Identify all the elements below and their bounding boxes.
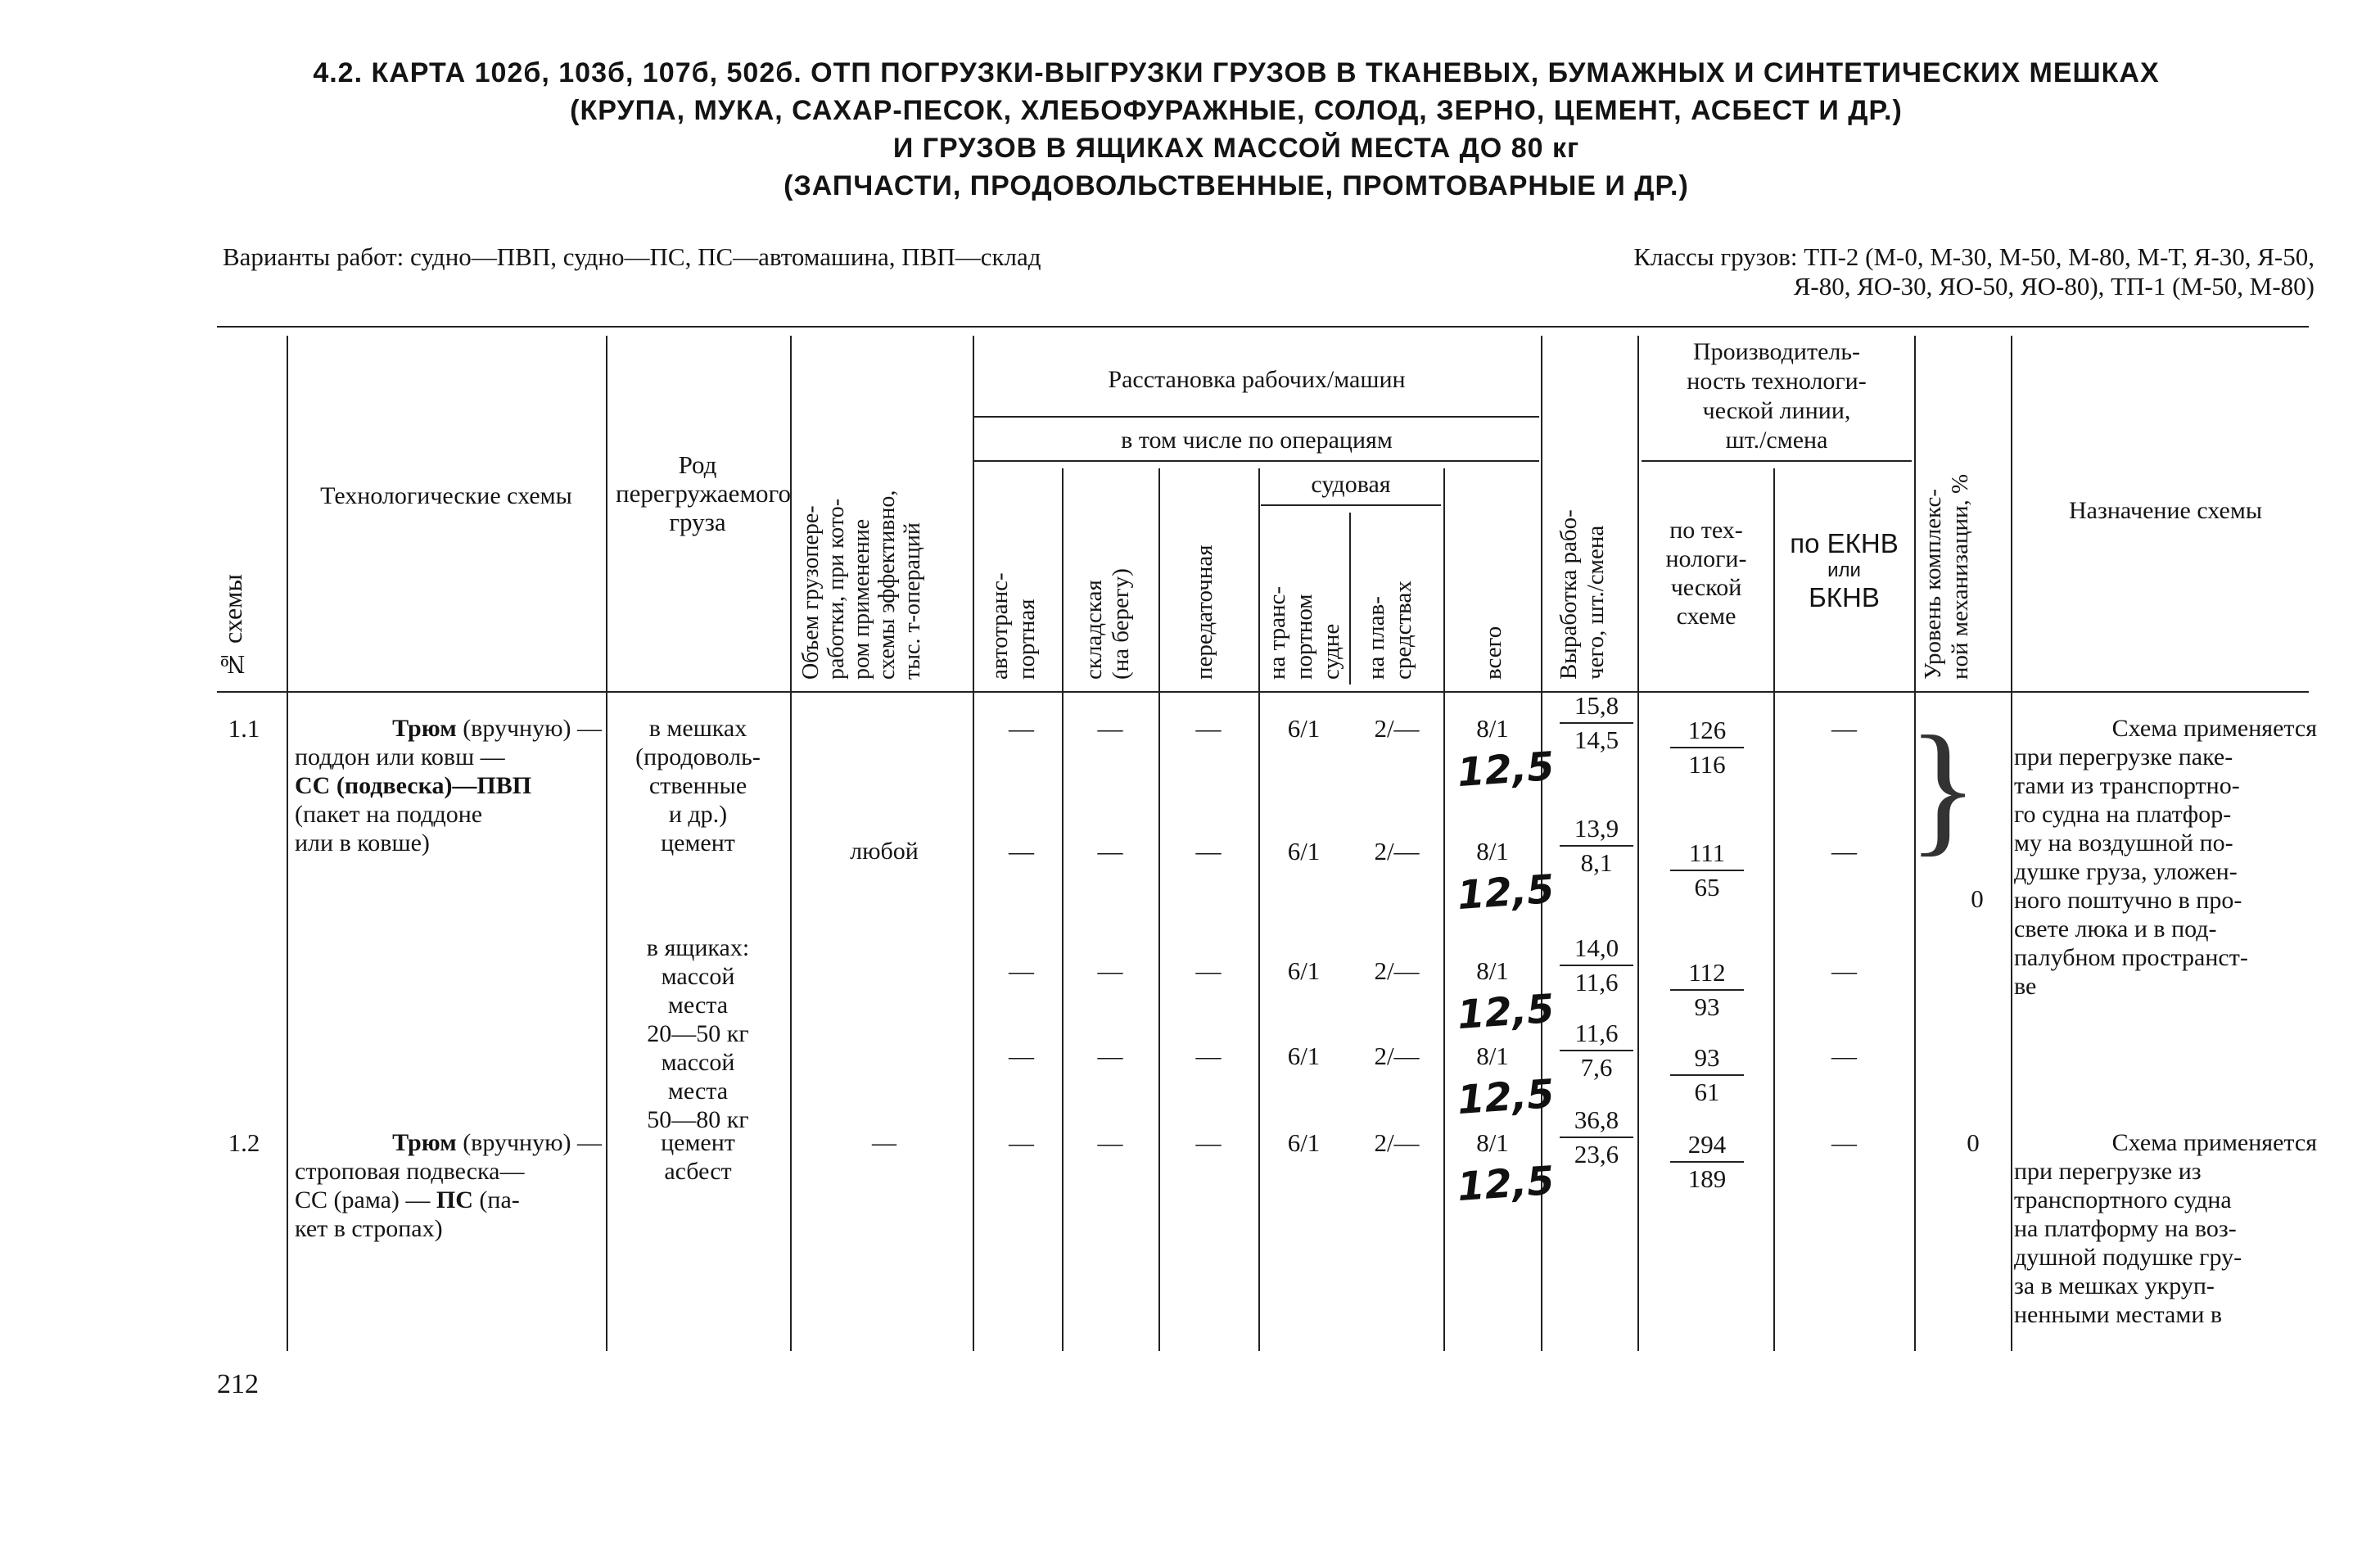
output-numerator: 36,8 (1560, 1104, 1633, 1138)
header-bottom-rule (217, 691, 2309, 693)
title-line-4: (ЗАПЧАСТИ, ПРОДОВОЛЬСТВЕННЫЕ, ПРОМТОВАРНЫЕ И ДР.) (784, 170, 1689, 201)
header-by-scheme: по тех- нологи- ческой схеме (1665, 517, 1747, 630)
handwritten-note: 12,5 (1456, 743, 1556, 797)
row2-volume: — (872, 1129, 896, 1156)
output-denominator: 23,6 (1574, 1140, 1619, 1168)
data-row-float: 2/— (1374, 956, 1420, 985)
data-row-eknv: — (1831, 837, 1857, 865)
data-row-productivity (1670, 837, 1744, 904)
productivity-denominator: 93 (1694, 992, 1720, 1021)
table-top-rule (217, 326, 2309, 328)
output-denominator: 7,6 (1580, 1053, 1613, 1082)
row2-tech-scheme: Трюм (вручную) — строповая подвеска— СС (рама) — ПС (па- кет в стропах) (295, 1129, 602, 1242)
header-mech-level: Уровень комплекс- ной механизации, % (1920, 473, 1973, 680)
row1-scheme-no: 1.1 (228, 714, 260, 743)
data-row-productivity (1670, 714, 1744, 781)
header-warehouse: складская (на берегу) (1081, 568, 1134, 680)
data-row-eknv: — (1831, 1042, 1857, 1070)
productivity-numerator: 111 (1670, 837, 1744, 871)
header-output: Выработка рабо- чего, шт./смена (1556, 509, 1609, 680)
data-row-total: 8/1 (1476, 1128, 1509, 1157)
data-row-tr: — (1195, 1128, 1222, 1157)
productivity-denominator: 116 (1688, 750, 1726, 779)
data-row-wh: — (1097, 1128, 1123, 1157)
cargo-classes (1633, 242, 2315, 301)
row1-cargo: в мешках (продоволь- ственные и др.) цемент (635, 715, 761, 856)
row2-mech-level: 0 (1967, 1128, 1980, 1157)
handwritten-note: 12,5 (1456, 1157, 1556, 1211)
ship-rule (1261, 504, 1441, 506)
col-sep-4 (973, 336, 974, 1351)
title-line-1: 4.2. КАРТА 102б, 103б, 107б, 502б. ОТП ПОГРУЗКИ-ВЫГРУЗКИ ГРУЗОВ В ТКАНЕВЫХ, БУМАЖНЫХ И СИНТЕТИЧЕСКИХ МЕШКАХ (313, 57, 2160, 88)
data-row-total: 8/1 (1476, 714, 1509, 743)
data-row-eknv: — (1831, 714, 1857, 743)
data-row-output (1560, 932, 1633, 999)
productivity-denominator: 189 (1687, 1164, 1727, 1193)
output-numerator: 13,9 (1560, 812, 1633, 847)
data-row-float: 2/— (1374, 1042, 1420, 1070)
header-on-float: на плав- средствах (1363, 581, 1416, 680)
header-scheme-no: № схемы (218, 574, 247, 680)
work-variants: Варианты работ: судно—ПВП, судно—ПС, ПС—автомашина, ПВП—склад (223, 242, 1041, 271)
col-sep-9 (1443, 468, 1445, 1351)
placement-rule (974, 416, 1539, 418)
data-row-ship: 6/1 (1287, 1128, 1321, 1157)
data-row-total: 8/1 (1476, 1042, 1509, 1070)
header-by-ops: в том числе по операциям (1121, 427, 1393, 454)
data-row-output (1560, 1017, 1633, 1084)
title-line-3: И ГРУЗОВ В ЯЩИКАХ МАССОЙ МЕСТА ДО 80 кг (892, 133, 1580, 164)
cargo-classes-line-2: Я-80, ЯО-30, ЯО-50, ЯО-80), ТП-1 (М-50, М-80) (1793, 272, 2315, 301)
handwritten-note: 12,5 (1456, 1070, 1556, 1124)
col-sep-2 (606, 336, 607, 1351)
row1-cargo-boxes: в ящиках: массой места 20—50 кг массой места 50—80 кг (646, 934, 750, 1133)
header-by-eknv: по ЕКНВ или БКНВ (1790, 528, 1899, 612)
data-row-wh: — (1097, 837, 1123, 865)
col-sep-12 (1773, 468, 1775, 1351)
handwritten-note: 12,5 (1456, 865, 1556, 920)
page-title (147, 54, 2325, 205)
data-row-eknv: — (1831, 956, 1857, 985)
data-row-ship: 6/1 (1287, 956, 1321, 985)
col-sep-11 (1637, 336, 1639, 1351)
data-row-auto: — (1009, 714, 1034, 743)
header-transfer: передаточная (1191, 545, 1217, 680)
data-row-tr: — (1195, 1042, 1222, 1070)
by-ops-rule (974, 460, 1539, 462)
row1-tech-scheme: Трюм (вручную) — поддон или ковш — СС (подвеска)—ПВП (пакет на поддоне или в ковше) (295, 715, 602, 856)
col-sep-1 (287, 336, 288, 1351)
row1-volume: любой (850, 838, 919, 865)
data-row-ship: 6/1 (1287, 1042, 1321, 1070)
row1-mech-brace: } (1908, 706, 1979, 869)
productivity-denominator: 61 (1694, 1078, 1720, 1106)
productivity-denominator: 65 (1694, 873, 1720, 902)
row2-purpose: Схема применяется при перегрузке из транспортного судна на платформу на воз- душной подушке гру- за в мешках укруп- ненными местами в (2014, 1129, 2317, 1328)
data-row-auto: — (1009, 1042, 1034, 1070)
header-placement: Расстановка рабочих/машин (1108, 366, 1406, 393)
header-total: всего (1480, 626, 1506, 680)
col-sep-14 (2011, 336, 2012, 1351)
output-numerator: 11,6 (1560, 1017, 1633, 1051)
productivity-rule (1642, 460, 1912, 462)
header-volume: Объем грузопере- работки, при кото- ром применение схемы эффективно, тыс. т-операций (798, 490, 925, 680)
col-sep-7 (1258, 468, 1260, 1351)
handwritten-note: 12,5 (1456, 985, 1556, 1039)
data-row-ship: 6/1 (1287, 714, 1321, 743)
row2-scheme-no: 1.2 (228, 1128, 260, 1157)
header-tech-scheme: Технологические схемы (320, 482, 572, 509)
header-productivity: Производитель- ность технологи- ческой линии, шт./смена (1687, 338, 1867, 454)
data-row-tr: — (1195, 714, 1222, 743)
data-row-ship: 6/1 (1287, 837, 1321, 865)
data-row-output (1560, 812, 1633, 879)
data-row-output (1560, 1104, 1633, 1171)
data-row-auto: — (1009, 837, 1034, 865)
output-numerator: 15,8 (1560, 689, 1633, 724)
cargo-classes-line-1: Классы грузов: ТП-2 (М-0, М-30, М-50, М-80, М-Т, Я-30, Я-50, (1633, 242, 2315, 271)
productivity-numerator: 294 (1670, 1128, 1744, 1163)
data-row-wh: — (1097, 714, 1123, 743)
output-denominator: 14,5 (1574, 725, 1619, 754)
productivity-numerator: 112 (1670, 956, 1744, 991)
data-row-tr: — (1195, 956, 1222, 985)
header-on-transport: на транс- портном судне (1264, 585, 1344, 680)
page-number: 212 (217, 1369, 259, 1399)
data-row-auto: — (1009, 956, 1034, 985)
header-cargo-kind: Род перегружаемого груза (616, 450, 792, 536)
data-row-auto: — (1009, 1128, 1034, 1157)
data-row-productivity (1670, 956, 1744, 1024)
col-sep-8 (1349, 513, 1351, 685)
header-purpose: Назначение схемы (2069, 497, 2262, 524)
header-auto: автотранс- портная (987, 572, 1040, 680)
data-row-productivity (1670, 1128, 1744, 1195)
output-denominator: 8,1 (1580, 848, 1613, 877)
output-numerator: 14,0 (1560, 932, 1633, 966)
productivity-numerator: 126 (1670, 714, 1744, 748)
data-row-total: 8/1 (1476, 956, 1509, 985)
row2-cargo: цемент асбест (661, 1129, 735, 1185)
productivity-numerator: 93 (1670, 1042, 1744, 1076)
row1-purpose: Схема применяется при перегрузке паке- тами из транспортно- го судна на платфор- му на воздушной по- душке груза, уложен- ного поштучно в про- свете люка и в под- палубном пространст- ве (2014, 715, 2317, 1000)
data-row-float: 2/— (1374, 714, 1420, 743)
data-row-output (1560, 689, 1633, 757)
col-sep-6 (1158, 468, 1160, 1351)
data-row-total: 8/1 (1476, 837, 1509, 865)
row1-mech-level: 0 (1971, 884, 1984, 913)
data-row-productivity (1670, 1042, 1744, 1109)
title-line-2: (КРУПА, МУКА, САХАР-ПЕСОК, ХЛЕБОФУРАЖНЫЕ, СОЛОД, ЗЕРНО, ЦЕМЕНТ, АСБЕСТ И ДР.) (570, 95, 1903, 126)
data-row-float: 2/— (1374, 1128, 1420, 1157)
data-row-wh: — (1097, 956, 1123, 985)
data-row-float: 2/— (1374, 837, 1420, 865)
col-sep-5 (1062, 468, 1064, 1351)
output-denominator: 11,6 (1574, 968, 1619, 996)
header-ship: судовая (1311, 471, 1391, 498)
data-row-eknv: — (1831, 1128, 1857, 1157)
data-row-tr: — (1195, 837, 1222, 865)
data-row-wh: — (1097, 1042, 1123, 1070)
